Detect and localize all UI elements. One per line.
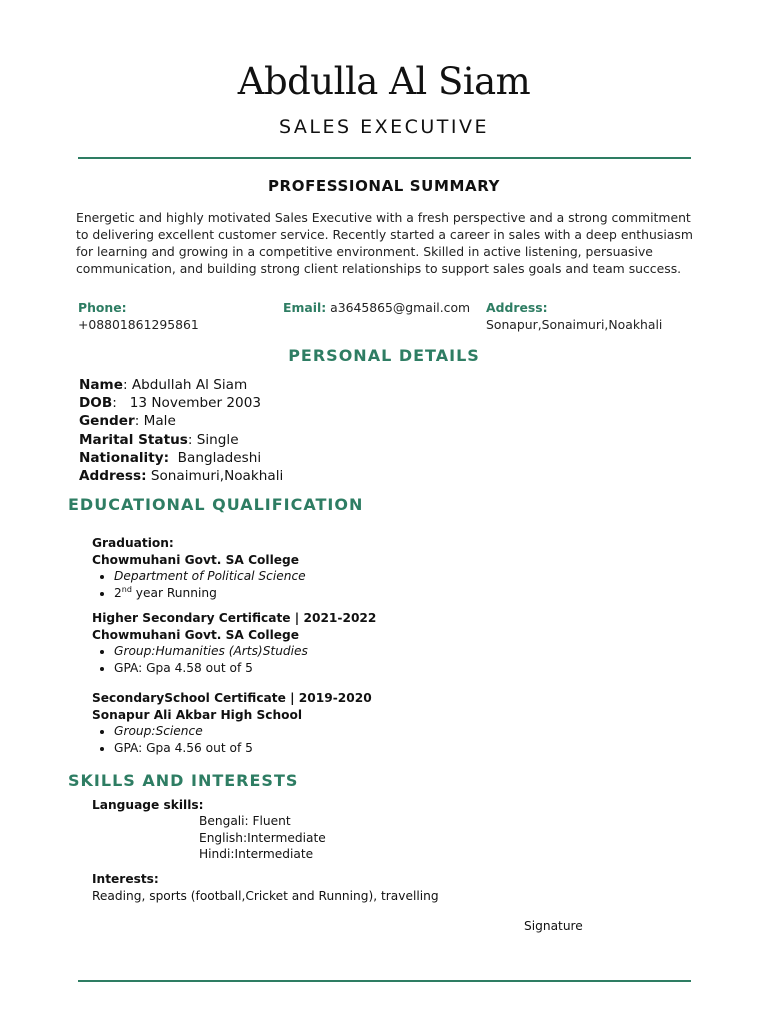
list-item: • GPA: Gpa 4.56 out of 5 [114,740,372,757]
detail-value: Sonaimuri,Noakhali [150,468,284,485]
hsc-heading: Higher Secondary Certificate | 2021-2022 [92,611,377,625]
summary-text: Energetic and highly motivated Sales Executive with a fresh perspective and a strong commitment to delivering excellent customer service. Recently started a career in sales with a deep enthusiasm for learning and growing in a competitive environment. Skilled in active listening, persuasive communication, and building strong client relationships to support sales goals and team success. [76,210,693,276]
list-item: • Department of Political Science [114,568,306,585]
detail-label: DOB [79,395,113,412]
year-number: 2 [114,585,122,600]
ssc-details [92,723,372,756]
address-value: Sonapur,Sonaimuri,Noakhali [486,317,663,332]
year-status: year Running [131,585,217,600]
candidate-name: Abdulla Al Siam [237,60,531,103]
detail-value: Male [143,413,176,430]
contact-phone [78,299,199,333]
detail-value: 13 November 2003 [129,395,262,412]
job-title: SALES EXECUTIVE [278,116,489,138]
detail-label: Name [79,377,123,393]
language-item: English:Intermediate [199,830,326,845]
detail-address [79,467,283,485]
list-item: • GPA: Gpa 4.58 out of 5 [114,660,376,677]
language-list [199,813,326,863]
hsc-institution: Chowmuhani Govt. SA College [92,627,300,642]
detail-label: Gender [79,413,135,430]
email-value: a3645865@gmail.com [330,300,471,315]
detail-label: Marital Status [79,431,188,448]
language-item: Hindi:Intermediate [199,847,314,862]
education-hsc [92,610,376,676]
interests-heading: Interests: [92,872,159,886]
detail-gender [79,412,283,430]
language-skills-heading [92,797,204,814]
list-item: • Group:Science [114,723,372,740]
detail-sep: : [122,377,132,393]
detail-sep: : [134,413,144,430]
interests-block [92,871,439,904]
detail-label: Nationality: [79,449,170,466]
detail-sep: : [187,431,197,448]
summary-heading: PROFESSIONAL SUMMARY [267,177,501,195]
email-label: Email: [283,300,327,315]
graduation-institution: Chowmuhani Govt. SA College [92,552,300,567]
ssc-heading: SecondarySchool Certificate | 2019-2020 [92,691,372,705]
detail-name [79,376,283,394]
detail-value: Abdullah Al Siam [131,377,248,393]
phone-value: +08801861295861 [78,317,199,332]
detail-nationality [79,449,283,467]
detail-value: Single [196,431,239,448]
address-label: Address: [486,300,548,315]
contact-address [486,299,662,333]
signature-label: Signature [524,919,583,933]
detail-sep: : [112,395,130,412]
graduation-heading: Graduation: [92,536,174,550]
personal-details [79,376,283,485]
language-item: Bengali: Fluent [199,814,291,828]
detail-label: Address: [79,468,147,485]
education-heading: EDUCATIONAL QUALIFICATION [68,495,364,514]
detail-sep [169,450,178,466]
personal-details-heading: PERSONAL DETAILS [288,346,480,365]
detail-value: Bangladeshi [177,449,262,466]
list-item [114,585,306,602]
hsc-details [92,643,376,676]
year-suffix: nd [121,584,132,594]
detail-dob [79,394,283,412]
list-item: • Group:Humanities (Arts)Studies [114,643,376,660]
phone-label: Phone: [78,300,127,315]
detail-marital-status [79,431,283,449]
education-ssc [92,690,372,756]
ssc-institution: Sonapur Ali Akbar High School [92,707,303,722]
bottom-divider [78,980,691,982]
education-graduation [92,535,306,601]
interests-text: Reading, sports (football,Cricket and Running), travelling [92,888,439,903]
contact-email [283,299,470,316]
graduation-details [92,568,306,601]
top-divider [78,157,691,159]
skills-heading: SKILLS AND INTERESTS [68,771,299,790]
language-heading-text: Language skills: [92,798,204,812]
